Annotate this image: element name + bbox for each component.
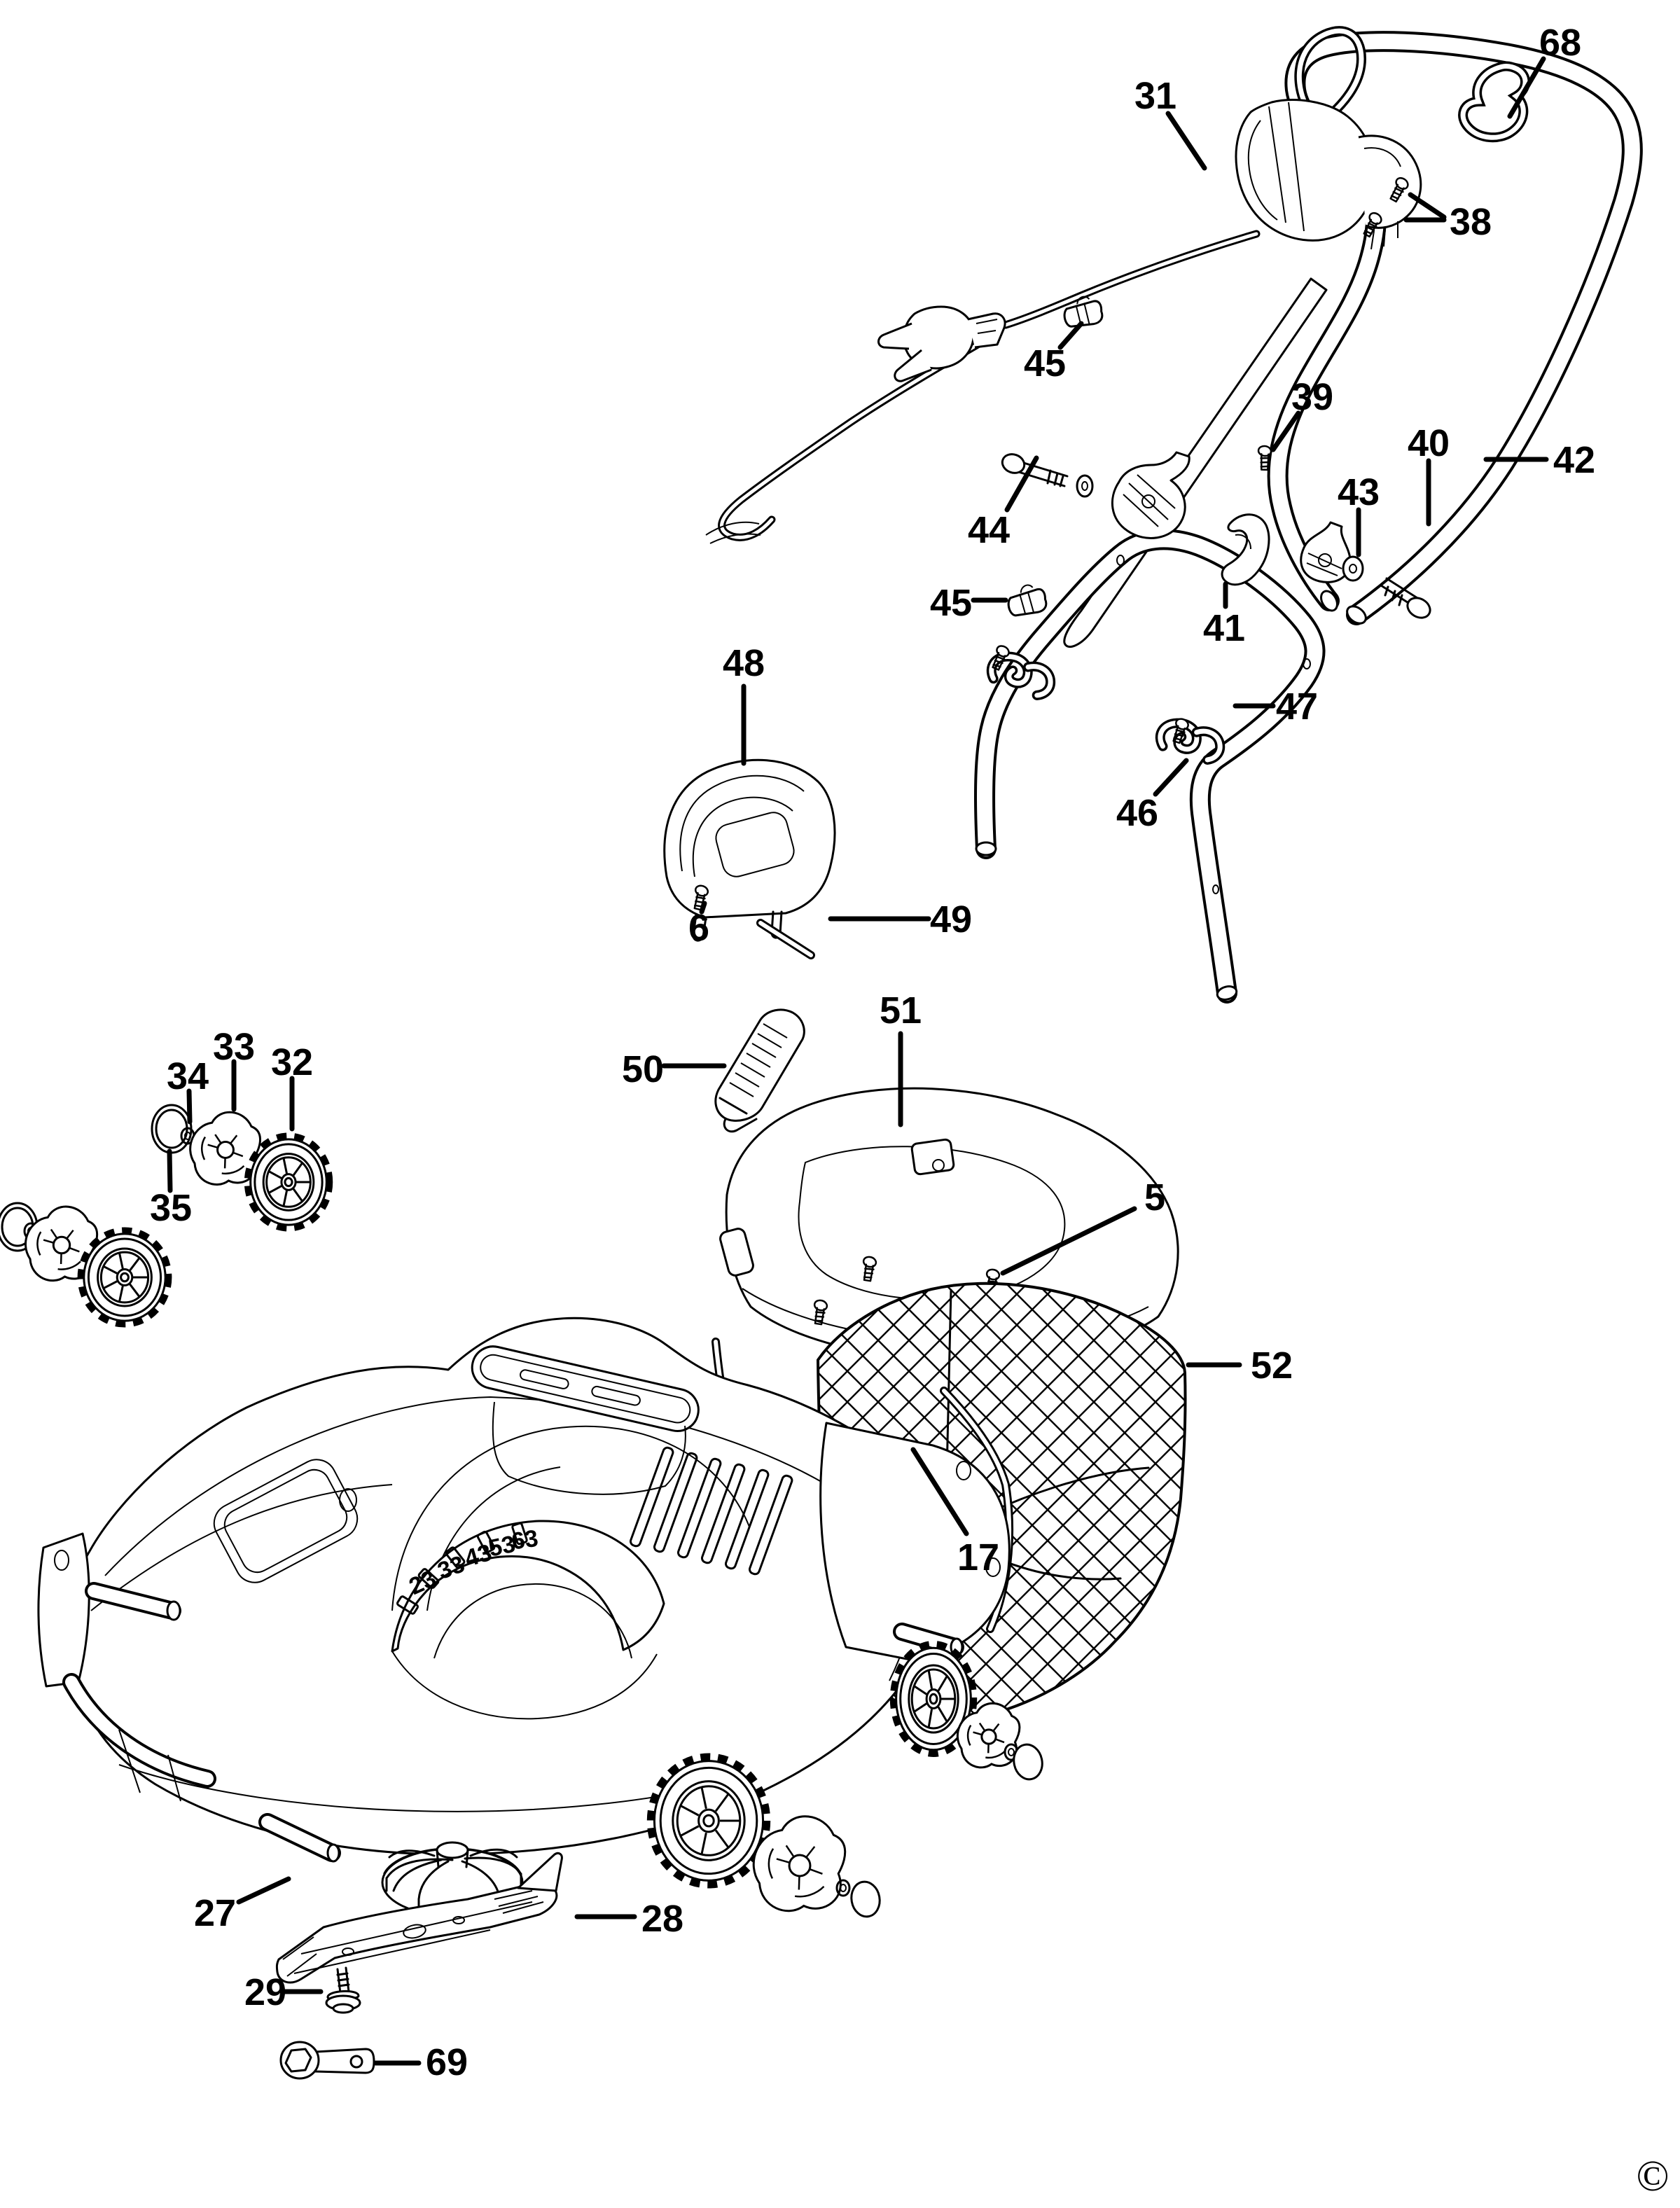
leader-line-31-1 (1168, 113, 1205, 168)
callout-41-9: 41 (1202, 607, 1246, 649)
callout-47-11: 47 (1275, 686, 1319, 728)
callout-39-4: 39 (1291, 376, 1334, 418)
dial-number-53: 53 (486, 1530, 518, 1562)
hinge-pin-49 (761, 923, 811, 955)
callout-49-15: 49 (929, 898, 973, 940)
callout-45-10: 45 (929, 582, 973, 624)
dial-number-23: 23 (405, 1564, 440, 1601)
tube-end (976, 842, 996, 855)
callout-31-1: 31 (1134, 75, 1177, 117)
switch-housing (1236, 100, 1421, 249)
hub-cap-front-center (849, 1880, 882, 1919)
blade-bolt-29 (326, 1968, 360, 2013)
callout-28-26: 28 (641, 1898, 684, 1940)
wheel-32 (248, 1136, 329, 1228)
callout-17-24: 17 (957, 1536, 1000, 1578)
callout-33-18: 33 (212, 1026, 256, 1068)
spanner-69 (281, 2042, 374, 2078)
callout-45-3: 45 (1023, 342, 1067, 384)
callout-68-0: 68 (1539, 22, 1582, 64)
washer-43 (1343, 557, 1363, 581)
callout-50-16: 50 (621, 1048, 665, 1090)
callout-27-25: 27 (193, 1892, 237, 1934)
dial-number-33: 33 (433, 1550, 468, 1585)
left-bracket-plate (39, 1534, 89, 1686)
callout-46-13: 46 (1116, 792, 1159, 834)
washer-44 (1077, 475, 1092, 497)
callout-29-27: 29 (244, 1971, 287, 2013)
dial-number-63: 63 (510, 1525, 540, 1555)
cam-lever-44 (1112, 452, 1189, 538)
leader-line-35-21 (169, 1151, 170, 1190)
callout-35-21: 35 (149, 1187, 193, 1229)
callout-51-17: 51 (879, 990, 922, 1032)
callout-5-22: 5 (1144, 1176, 1166, 1218)
leader-line-46-13 (1155, 761, 1186, 794)
leader-line-27-25 (239, 1879, 289, 1902)
callout-6-14: 6 (688, 907, 710, 949)
callout-52-23: 52 (1250, 1345, 1293, 1387)
callout-69-28: 69 (425, 2041, 468, 2083)
cable-clip-45-left (1005, 582, 1048, 618)
copyright-mark: © (1636, 2153, 1669, 2200)
callout-40-5: 40 (1407, 422, 1450, 464)
callout-42-7: 42 (1553, 439, 1596, 481)
callout-34-19: 34 (166, 1055, 209, 1097)
callout-44-8: 44 (967, 509, 1011, 551)
dial-number-43: 43 (461, 1539, 495, 1572)
bolt-44 (1000, 451, 1067, 486)
callout-32-20: 32 (270, 1041, 314, 1083)
cable-hook-46 (1158, 720, 1223, 761)
callout-43-6: 43 (1337, 471, 1380, 513)
wheel-front-left (81, 1230, 169, 1324)
callout-48-12: 48 (722, 642, 765, 684)
callout-38-2: 38 (1449, 201, 1492, 243)
